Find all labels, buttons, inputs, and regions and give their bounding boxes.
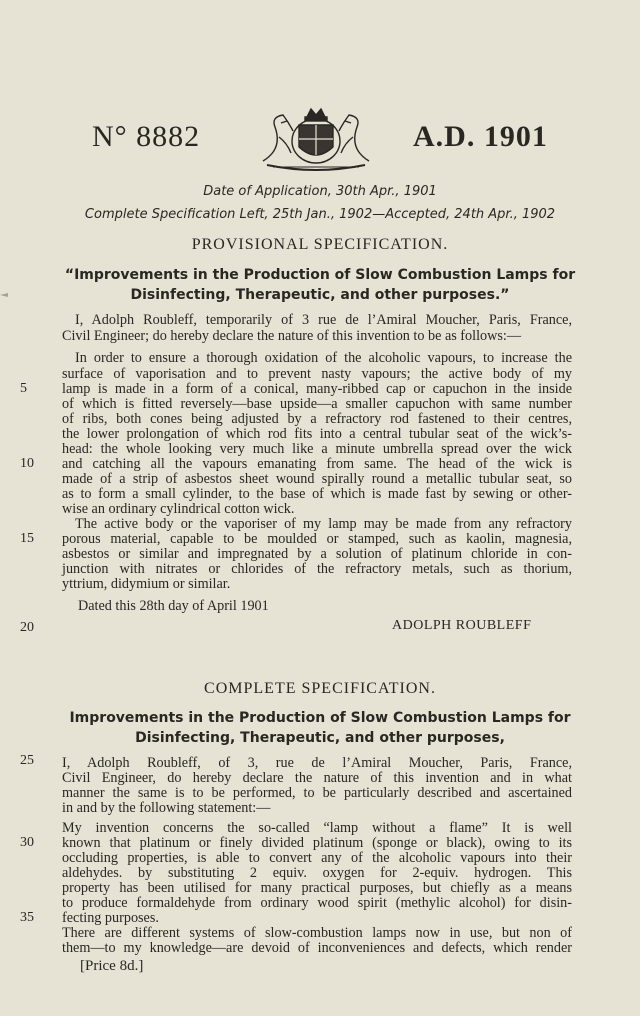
- text-line: and catching all the vapours emanating from same. The head of the wick is: [62, 456, 572, 472]
- text-line: yttrium, didymium or similar.: [62, 576, 231, 592]
- line-number: 5: [20, 381, 27, 396]
- text-line-part: I, Adolph Roubleff, temporarily of 3 rue de l’Amiral Moucher, Paris, France,: [75, 312, 572, 328]
- line-number: 30: [20, 835, 34, 850]
- text-line: Civil Engineer; do hereby declare the nature of this invention to be as follows:—: [62, 328, 522, 344]
- application-date: Date of Application, 30th Apr., 1901: [203, 184, 437, 199]
- text-line: junction with nitrates or chlorides of the refractory metals, such as thorium,: [62, 561, 572, 577]
- text-line: in and by the following statement:—: [62, 800, 271, 816]
- text-line: property has been utilised for many practical purposes, but chiefly as a means: [62, 880, 572, 896]
- provisional-title-line: Disinfecting, Therapeutic, and other purposes.”: [130, 287, 510, 303]
- signature: ADOLPH ROUBLEFF: [392, 618, 532, 633]
- provisional-title: [40, 265, 600, 305]
- text-line: head: the whole looking very much like a minute umbrella spread over the wick: [62, 441, 572, 457]
- complete-heading: COMPLETE SPECIFICATION.: [204, 680, 436, 697]
- text-line: [75, 312, 572, 329]
- text-line: lamp is made in a form of a conical, many-ribbed cap or capuchon in the inside: [62, 381, 572, 397]
- text-line: the lower prolongation of which rod fits into a central tubular seat of the wick’s-: [62, 426, 572, 442]
- text-line: fecting purposes.: [62, 910, 159, 926]
- text-line: occluding properties, is able to convert any of the alcoholic vapours into their: [62, 850, 572, 866]
- price-label: [Price 8d.]: [80, 958, 144, 974]
- royal-coat-of-arms-icon: [253, 103, 379, 173]
- line-number: 15: [20, 531, 34, 546]
- text-line: porous material, capable to be moulded or stamped, such as kaolin, magnesia,: [62, 531, 572, 547]
- text-line: My invention concerns the so-called “lamp without a flame” It is well: [62, 820, 572, 836]
- text-line: known that platinum or finely divided platinum (sponge or black), owing to its: [62, 835, 572, 851]
- margin-mark-icon: [0, 286, 8, 304]
- text-line: The active body or the vaporiser of my lamp may be made from any refractory: [75, 516, 572, 532]
- dated-line: Dated this 28th day of April 1901: [78, 598, 269, 614]
- text-line: manner the same is to be performed, to be particularly described and ascertained: [62, 785, 572, 801]
- complete-title: [40, 708, 600, 748]
- line-number: 10: [20, 456, 34, 471]
- text-line: In order to ensure a thorough oxidation of the alcoholic vapours, to increase the: [75, 350, 572, 366]
- provisional-title-line: “Improvements in the Production of Slow Combustion Lamps for: [64, 267, 576, 283]
- text-line: to produce formaldehyde from ordinary wood spirit (methylic alcohol) for disin-: [62, 895, 572, 911]
- text-line: as to form a small cylinder, to the base of which is made fast by sewing or other-: [62, 486, 572, 502]
- text-line: Civil Engineer, do hereby declare the nature of this invention and in what: [62, 770, 572, 786]
- text-line: aldehydes. by substituting 2 equiv. oxygen for 2-equiv. hydrogen. This: [62, 865, 572, 881]
- text-line: asbestos or similar and impregnated by a solution of platinum chloride in con-: [62, 546, 572, 562]
- patent-number: N° 8882: [92, 120, 201, 153]
- complete-title-line: Improvements in the Production of Slow Combustion Lamps for: [69, 710, 571, 726]
- text-line: of ribs, both cones being adjusted by a refractory rod fastened to their centres,: [62, 411, 572, 427]
- complete-title-line: Disinfecting, Therapeutic, and other purposes,: [135, 730, 505, 746]
- provisional-heading: PROVISIONAL SPECIFICATION.: [191, 236, 449, 253]
- text-line: them—to my knowledge—are devoid of inconveniences and defects, which render: [62, 940, 572, 956]
- text-line: I, Adolph Roubleff, of 3, rue de l’Amiral Moucher, Paris, France,: [62, 755, 572, 771]
- text-line: surface of vaporisation and to prevent nasty vapours; the active body of my: [62, 366, 572, 382]
- text-line: made of a strip of asbestos sheet wound spirally round a metallic tubular seat, so: [62, 471, 572, 487]
- line-number: 20: [20, 620, 34, 635]
- patent-year: A.D. 1901: [413, 120, 548, 153]
- text-line: of which is fitted reversely—base upside—a smaller capuchon with same number: [62, 396, 572, 412]
- line-number: 25: [20, 753, 34, 768]
- line-number: 35: [20, 910, 34, 925]
- text-line: wise an ordinary cylindrical cotton wick.: [62, 501, 295, 517]
- text-line: There are different systems of slow-combustion lamps now in use, but non of: [62, 925, 572, 941]
- complete-specification-date: Complete Specification Left, 25th Jan., 1902—Accepted, 24th Apr., 1902: [84, 207, 556, 222]
